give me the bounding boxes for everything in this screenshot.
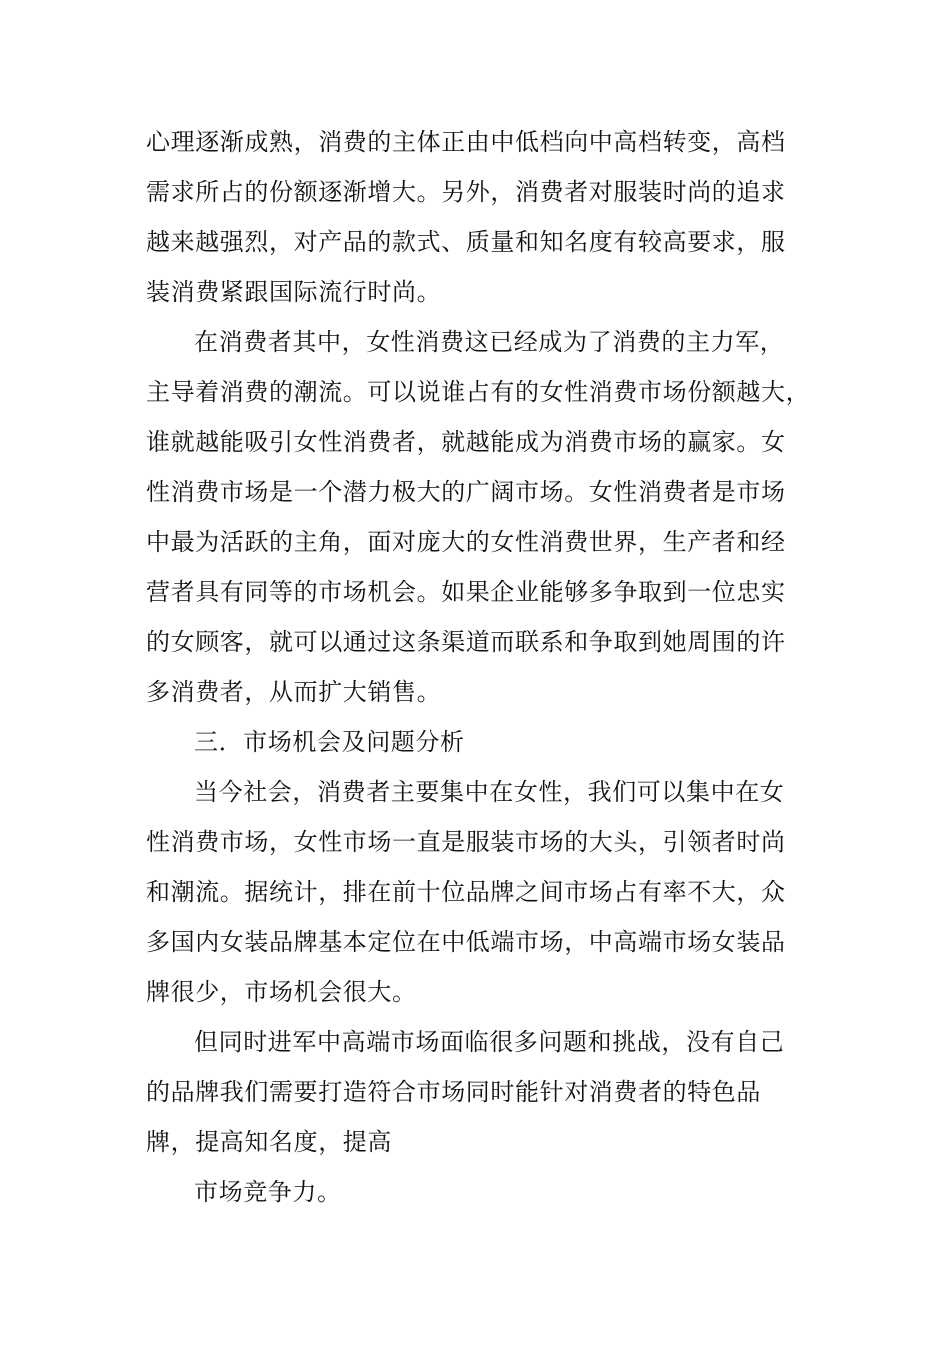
text-line: 营者具有同等的市场机会。如果企业能够多争取到一位忠实 [146,578,786,606]
paragraph-5 [146,1167,746,1217]
section-heading: 三．市场机会及问题分析 [194,728,465,756]
text-line: 性消费市场，女性市场一直是服装市场的大头，引领者时尚 [146,828,786,856]
text-line: 多消费者，从而扩大销售。 [146,678,442,706]
text-line: 需求所占的份额逐渐增大。另外，消费者对服装时尚的追求 [146,178,786,206]
text-line: 的女顾客，就可以通过这条渠道而联系和争取到她周围的许 [146,628,786,656]
document-body [146,117,811,1217]
text-line: 但同时进军中高端市场面临很多问题和挑战，没有自己 [194,1028,785,1056]
text-line: 牌，提高知名度，提高 [146,1128,392,1156]
text-line: 的品牌我们需要打造符合市场同时能针对消费者的特色品 [146,1078,761,1106]
text-line: 当今社会，消费者主要集中在女性，我们可以集中在女 [194,778,785,806]
paragraph-2 [146,317,811,717]
text-line: 性消费市场是一个潜力极大的广阔市场。女性消费者是市场 [146,478,786,506]
paragraph-1 [146,117,786,317]
text-line: 越来越强烈，对产品的款式、质量和知名度有较高要求，服 [146,228,786,256]
text-line: 心理逐渐成熟，消费的主体正由中低档向中高档转变，高档 [146,128,786,156]
text-line: 牌很少，市场机会很大。 [146,978,417,1006]
text-line: 和潮流。据统计，排在前十位品牌之间市场占有率不大，众 [146,878,786,906]
text-line: 装消费紧跟国际流行时尚。 [146,278,442,306]
text-line: 多国内女装品牌基本定位在中低端市场，中高端市场女装品 [146,928,786,956]
text-line: 在消费者其中，女性消费这已经成为了消费的主力军， [194,328,785,356]
paragraph-4 [146,1017,785,1167]
text-line: 市场竞争力。 [194,1178,342,1206]
text-line: 谁就越能吸引女性消费者，就越能成为消费市场的赢家。女 [146,428,786,456]
text-line: 中最为活跃的主角，面对庞大的女性消费世界，生产者和经 [146,528,786,556]
text-line: 主导着消费的潮流。可以说谁占有的女性消费市场份额越大， [146,378,811,406]
paragraph-3 [146,767,786,1017]
